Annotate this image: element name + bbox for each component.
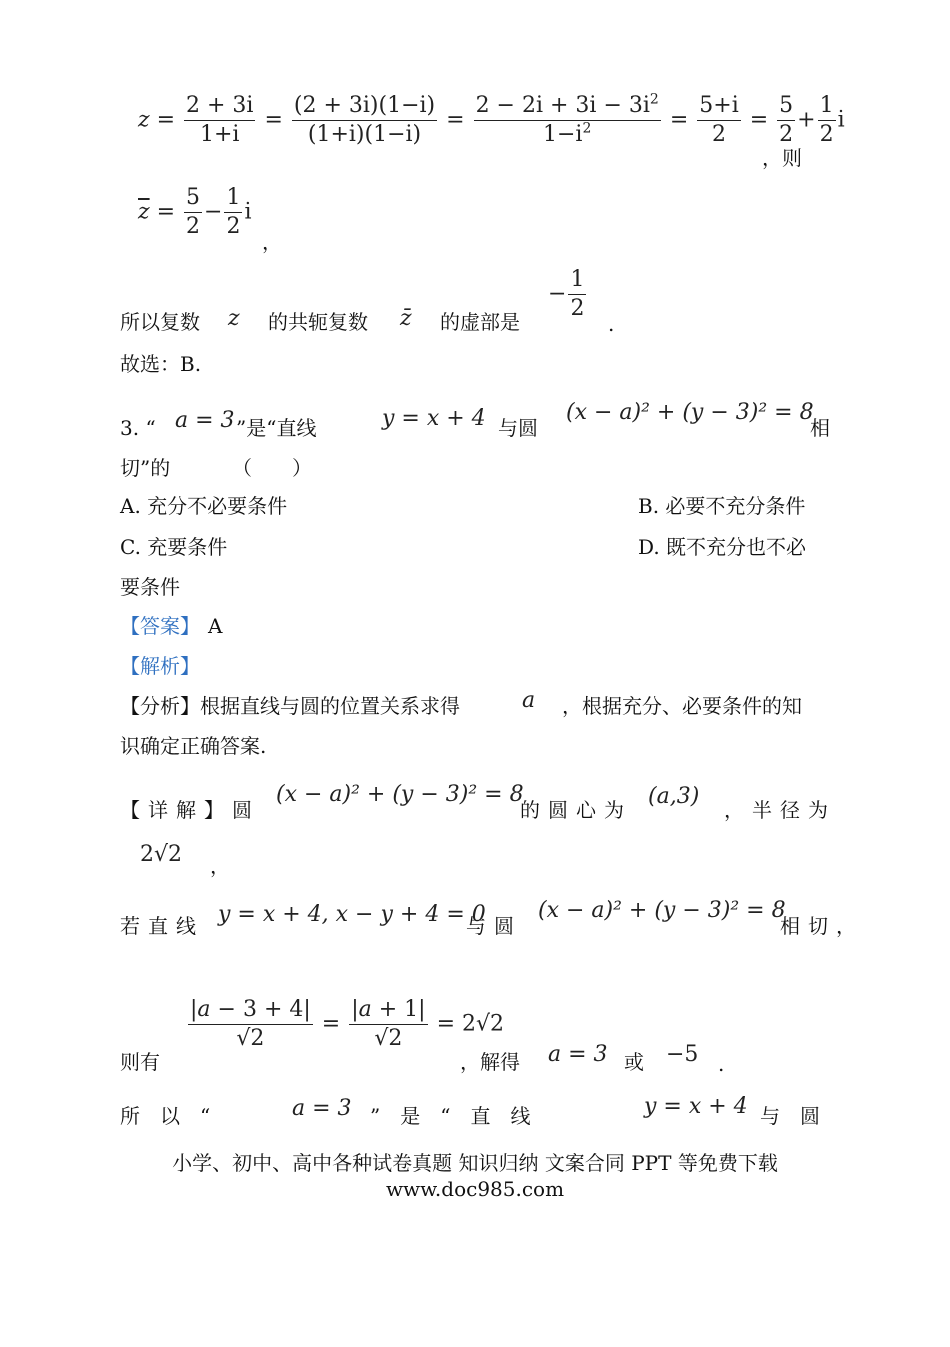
q3-with-circle: 与圆 [498, 416, 538, 440]
q3-tail: 切”的 [120, 456, 171, 480]
equation-zbar: $\overline{z}$ = $\frac{5}{2}$ − $\frac{1}{2}$ i [138, 185, 252, 239]
minus-half: − $\frac{1}{2}$ [548, 267, 585, 321]
comma-2: ， [210, 854, 230, 878]
lines-pair: y = x + 4, x − y + 4 = 0 [218, 902, 486, 927]
xiangjie-radius: ，半径为 [724, 798, 836, 822]
then-have: 则有 [120, 1050, 160, 1074]
minus-5: −5 [666, 1042, 699, 1067]
yu-circle: 与圆 [466, 914, 522, 938]
center-point: (a,3) [648, 784, 700, 809]
tangent: 相切， [780, 914, 864, 938]
q3-tangent-head: 相 [810, 416, 830, 440]
footer-url[interactable]: www.doc985.com [385, 1177, 565, 1201]
last-with-circle: 与 圆 [760, 1104, 820, 1128]
period: . [608, 312, 615, 336]
q3-paren: （ ） [232, 456, 312, 480]
distance-equation: $\frac{|a - 3 + 4|}{√2}$ = $\frac{|a + 1|}{√2}$ = 2√2 [190, 997, 505, 1051]
option-a: A. 充分不必要条件 [120, 494, 288, 518]
q3-number: 3. “ [120, 416, 156, 440]
line-eq: y = x + 4 [382, 406, 486, 431]
choose-b: 故选：B. [120, 352, 202, 376]
var-a: a [522, 688, 536, 713]
fenxi-3: 识确定正确答案. [120, 734, 267, 758]
a-eq-3: a = 3 [175, 408, 235, 433]
option-c: C. 充要条件 [120, 535, 228, 559]
answer-value: A [208, 614, 223, 638]
solve: ，解得 [460, 1050, 520, 1074]
option-b: B. 必要不充分条件 [638, 494, 806, 518]
ruo-line: 若直线 [120, 914, 204, 938]
last-so: 所 以 “ [120, 1104, 211, 1128]
fenxi-2: ，根据充分、必要条件的知 [562, 694, 802, 718]
period-2: . [718, 1052, 725, 1076]
conj-mid: 的共轭复数 [268, 310, 368, 334]
conj-prefix: 所以复数 [120, 310, 200, 334]
circle-eq: (x − a)² + (y − 3)² = 8 [566, 400, 814, 425]
radius-value: 2√2 [140, 842, 183, 867]
circle-eq-2: (x − a)² + (y − 3)² = 8 [276, 782, 524, 807]
circle-eq-3: (x − a)² + (y − 3)² = 8 [538, 898, 786, 923]
conj-imag: 的虚部是 [440, 310, 520, 334]
analysis-tag: 【解析】 [120, 654, 200, 678]
line-eq-2: y = x + 4 [644, 1094, 748, 1119]
or: 或 [624, 1050, 644, 1074]
then-label: ，则 [762, 146, 802, 170]
xiangjie-1: 【详解】圆 [120, 798, 260, 822]
var-zbar: z̄ [400, 306, 412, 331]
a-eq-3-2: a = 3 [548, 1042, 608, 1067]
a-eq-3-3: a = 3 [292, 1096, 352, 1121]
q3-is: ”是“直线 [236, 416, 317, 440]
footer-line-1: 小学、初中、高中各种试卷真题 知识归纳 文案合同 PPT 等免费下载 [172, 1151, 778, 1175]
equation-z: z = $\frac{2 + 3i}{1+i}$ = $\frac{(2 + 3i)(1-i)}{(1+i)(1-i)}$ = $\frac{2 - 2i + 3i - 3i^2}{1-i^2}$ = $\frac{5+i}{2}$ = $\frac{5}{2}$ + $\frac{1}{2}$ i [138, 91, 845, 147]
fenxi-1: 【分析】根据直线与圆的位置关系求得 [120, 694, 460, 718]
option-d-cont: 要条件 [120, 575, 180, 599]
option-d: D. 既不充分也不必 [638, 535, 807, 559]
var-z: z [228, 306, 240, 331]
last-quote-is: ” 是 “ 直 线 [370, 1104, 531, 1128]
answer-tag: 【答案】 [120, 614, 200, 638]
xiangjie-center: 的圆心为 [520, 798, 632, 822]
comma: ， [262, 230, 282, 254]
